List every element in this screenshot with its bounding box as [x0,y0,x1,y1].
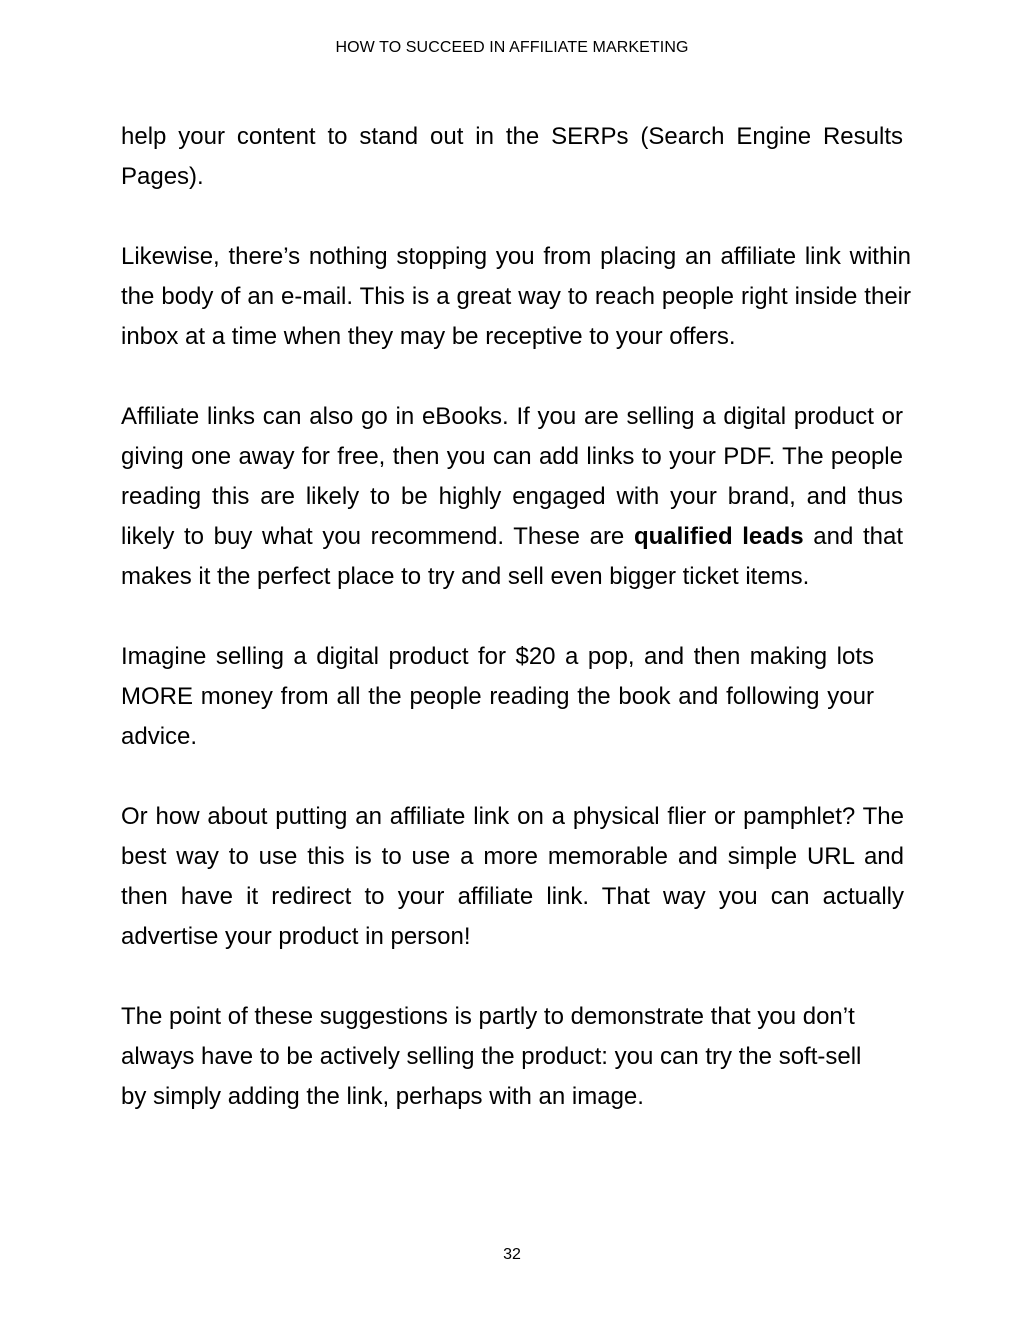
paragraph-digital-product: Imagine selling a digital product for $20 a pop, and then making lots MORE money from all the people reading the book and following your advice. [121,643,874,750]
qualified-leads-emphasis: qualified leads [633,523,804,550]
paragraph-ebook-links [121,397,903,597]
page-body [121,117,921,1157]
page-number: 32 [503,1246,521,1263]
paragraph-serps: help your content to stand out in the SERPs (Search Engine Results Pages). [121,123,903,190]
paragraph-ebook-text-end: and that makes it the perfect place to try and sell even bigger ticket items. [121,523,903,590]
paragraph-ebook-text-start: Affiliate links can also go in eBooks. If you are selling a digital product or giving one away for free, then you can add links to your PDF. The people reading this are likely to be highly engaged with your brand, and thus likely to buy what you recommend. These are [121,403,903,550]
running-header: HOW TO SUCCEED IN AFFILIATE MARKETING [335,39,689,56]
paragraph-email-links: Likewise, there’s nothing stopping you from placing an affiliate link within the body of an e-mail. This is a great way to reach people right inside their inbox at a time when they may be receptive to your offers. [121,243,911,350]
paragraph-soft-sell: The point of these suggestions is partly to demonstrate that you don’t always have to be actively selling the product: you can try the soft-sell by simply adding the link, perhaps with an image. [121,1003,862,1110]
paragraph-physical-flier: Or how about putting an affiliate link on a physical flier or pamphlet? The best way to use this is to use a more memorable and simple URL and then have it redirect to your affiliate link. That way you can actually advertise your product in person! [121,803,904,950]
